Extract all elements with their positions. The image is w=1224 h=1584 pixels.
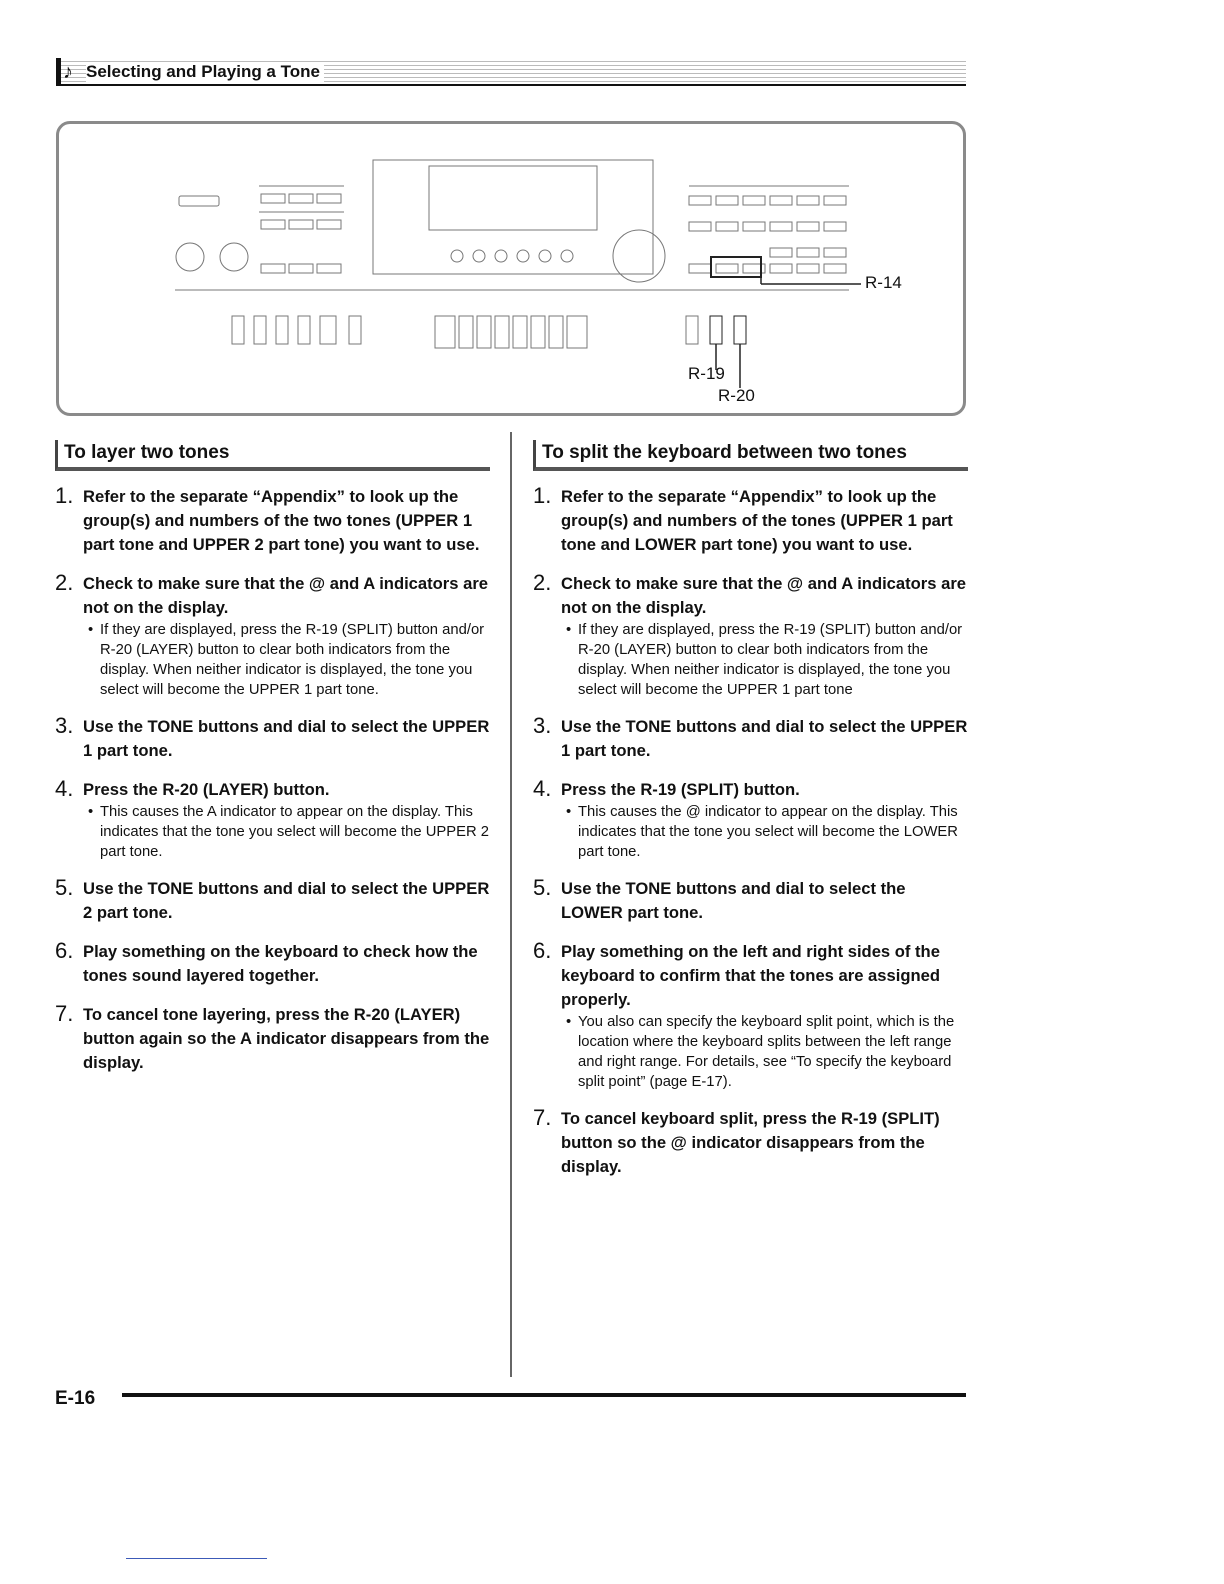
step-note: • This causes the @ indicator to appear on the display. This indicates that the tone you select will become the LOWER part tone.: [578, 802, 968, 862]
step-number: 3.: [533, 713, 552, 738]
accomp-button: [686, 316, 698, 344]
callout-r20: R-20: [718, 386, 755, 405]
lcd-display: [429, 166, 597, 230]
header-bar: [56, 58, 61, 86]
display-buttons: [451, 250, 573, 262]
step-text: To cancel keyboard split, press the R-19 (SPLIT) button so the @ indicator disappears from the display.: [561, 1109, 940, 1176]
step-item: [533, 572, 968, 700]
layer-tones-section: [55, 440, 490, 1075]
step-number: 7.: [533, 1105, 552, 1130]
step-note: • If they are displayed, press the R-19 (SPLIT) button and/or R-20 (LAYER) button to clear both indicators from the display. When neither indicator is displayed, the tone you select will become the UPPER 1 part tone: [578, 620, 968, 700]
header-underline: [56, 84, 966, 86]
callout-r19: R-19: [688, 364, 725, 383]
step-item: [55, 485, 490, 557]
step-item: [533, 1107, 968, 1179]
step-item: [55, 572, 490, 700]
step-text: Use the TONE buttons and dial to select the UPPER 2 part tone.: [83, 879, 490, 922]
step-text: Refer to the separate “Appendix” to look up the group(s) and numbers of the two tones (UPPER 1 part tone and UPPER 2 part tone) you want to use.: [83, 487, 480, 554]
footer-rule: [122, 1393, 966, 1397]
rhythm-buttons: [261, 194, 341, 273]
step-item: [533, 877, 968, 925]
step-text: Check to make sure that the @ and A indicators are not on the display.: [561, 574, 967, 617]
step-text: Use the TONE buttons and dial to select the LOWER part tone.: [561, 879, 906, 922]
column-divider: [510, 432, 512, 1377]
callout-r14: R-14: [865, 273, 902, 292]
step-item: [55, 1003, 490, 1075]
split-keyboard-section: [533, 440, 968, 1179]
footnote-rule: [126, 1558, 267, 1559]
tone-buttons: [689, 196, 846, 273]
step-item: [533, 778, 968, 862]
tempo-knob: [220, 243, 248, 271]
step-text: Press the R-20 (LAYER) button.: [83, 780, 330, 799]
page-number: E-16: [55, 1388, 96, 1409]
split-button: [710, 316, 722, 344]
step-note: • You also can specify the keyboard split point, which is the location where the keyboard splits between the left range and right range. For details, see “To specify the keyboard split point” (page E-17).: [578, 1012, 968, 1092]
display-frame: [373, 160, 653, 274]
step-number: 6.: [55, 938, 74, 963]
step-text: Play something on the keyboard to check how the tones sound layered together.: [83, 942, 478, 985]
step-number: 6.: [533, 938, 552, 963]
keyboard-panel-illustration: [56, 121, 966, 416]
step-item: [533, 940, 968, 1092]
step-text: Play something on the left and right sides of the keyboard to confirm that the tones are assigned properly.: [561, 942, 940, 1009]
step-text: Check to make sure that the @ and A indicators are not on the display.: [83, 574, 489, 617]
step-text: Refer to the separate “Appendix” to look up the group(s) and numbers of the tones (UPPER 1 part tone and LOWER part tone) you want to use.: [561, 487, 953, 554]
r14-highlight: [711, 257, 761, 277]
section-title: To layer two tones: [55, 440, 490, 471]
layer-button: [734, 316, 746, 344]
note-icon: ♪: [63, 61, 73, 83]
step-item: [533, 715, 968, 763]
step-number: 2.: [55, 570, 74, 595]
step-number: 3.: [55, 713, 74, 738]
step-text: Use the TONE buttons and dial to select the UPPER 1 part tone.: [83, 717, 490, 760]
header-title: Selecting and Playing a Tone: [86, 62, 324, 82]
power-button: [179, 196, 219, 206]
step-text: Use the TONE buttons and dial to select the UPPER 1 part tone.: [561, 717, 968, 760]
step-item: [55, 778, 490, 862]
step-number: 1.: [533, 483, 552, 508]
step-number: 1.: [55, 483, 74, 508]
step-text: To cancel tone layering, press the R-20 (LAYER) button again so the A indicator disappears from the display.: [83, 1005, 490, 1072]
step-item: [55, 877, 490, 925]
step-item: [533, 485, 968, 557]
step-number: 5.: [533, 875, 552, 900]
panel-drawing: [59, 124, 963, 413]
step-text: Press the R-19 (SPLIT) button.: [561, 780, 800, 799]
volume-knob: [176, 243, 204, 271]
step-note: • This causes the A indicator to appear on the display. This indicates that the tone you select will become the UPPER 2 part tone.: [100, 802, 490, 862]
section-header: [56, 58, 966, 86]
registration-buttons: [435, 316, 587, 348]
step-number: 2.: [533, 570, 552, 595]
step-item: [55, 715, 490, 763]
rhythm-controller-buttons: [232, 316, 361, 344]
step-number: 4.: [55, 776, 74, 801]
step-number: 5.: [55, 875, 74, 900]
step-note: • If they are displayed, press the R-19 (SPLIT) button and/or R-20 (LAYER) button to clear both indicators from the display. When neither indicator is displayed, the tone you select will become the UPPER 1 part tone.: [100, 620, 490, 700]
section-title: To split the keyboard between two tones: [533, 440, 968, 471]
step-number: 7.: [55, 1001, 74, 1026]
step-number: 4.: [533, 776, 552, 801]
step-item: [55, 940, 490, 988]
